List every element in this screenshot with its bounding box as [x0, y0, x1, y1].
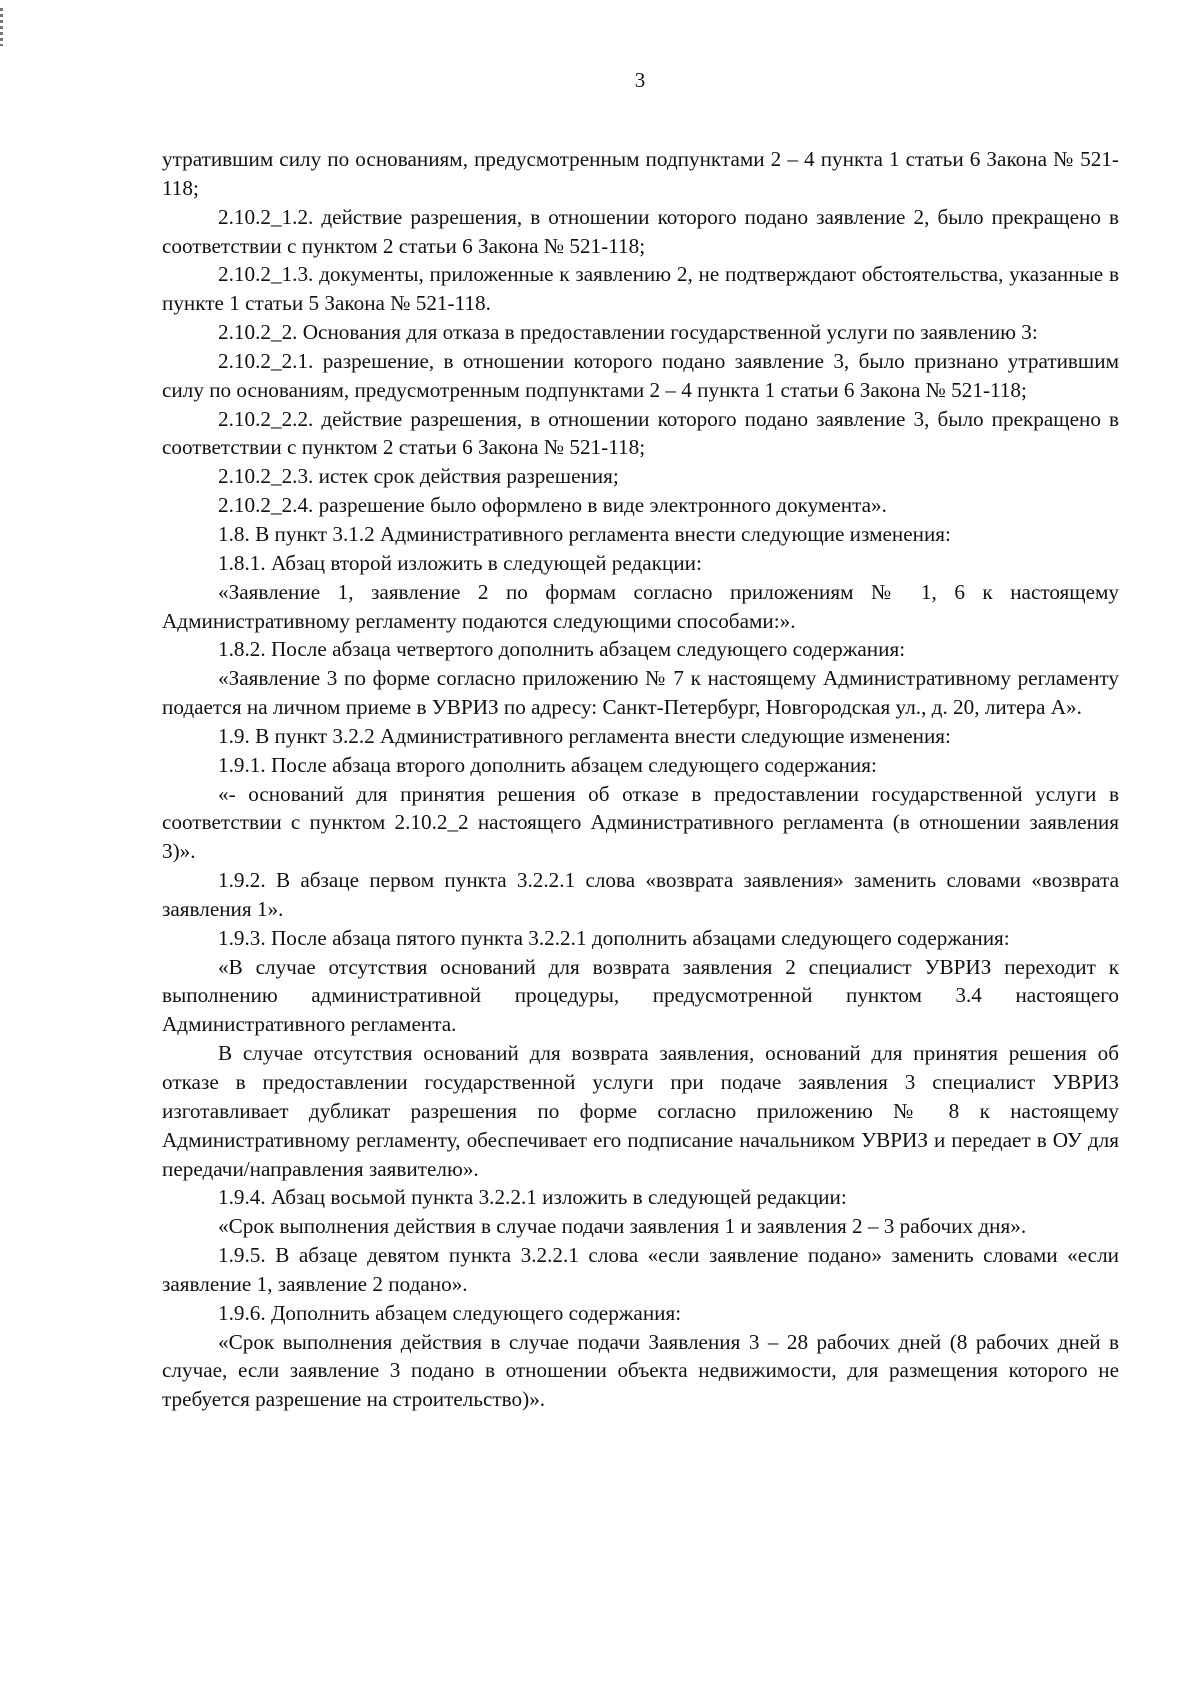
paragraph: 1.9.1. После абзаца второго дополнить абзацем следующего содержания: [218, 752, 877, 777]
paragraph: «Срок выполнения действия в случае подачи Заявления 3 – 28 рабочих дней (8 рабочих дней в случае, если заявление 3 подано в отношении объекта недвижимости, для размещения которого не требуется разрешение на строительство)». [162, 1329, 1119, 1412]
paragraph: 1.8.1. Абзац второй изложить в следующей редакции: [218, 550, 702, 575]
paragraph: 2.10.2_2.1. разрешение, в отношении которого подано заявление 3, было признано утратившим силу по основаниям, предусмотренным подпунктами 2 – 4 пункта 1 статьи 6 Закона № 521-118; [162, 348, 1119, 402]
document-body [162, 145, 1119, 1414]
paragraph: 1.9.4. Абзац восьмой пункта 3.2.2.1 изложить в следующей редакции: [218, 1185, 847, 1210]
paragraph: 2.10.2_2.2. действие разрешения, в отношении которого подано заявление 3, было прекращено в соответствии с пунктом 2 статьи 6 Закона № 521-118; [162, 406, 1119, 460]
paragraph: «В случае отсутствия оснований для возврата заявления 2 специалист УВРИЗ переходит к выполнению административной процедуры, предусмотренной пунктом 3.4 настоящего Административного регламента. [162, 954, 1119, 1037]
paragraph: 1.8.2. После абзаца четвертого дополнить абзацем следующего содержания: [218, 637, 906, 662]
paragraph: «Срок выполнения действия в случае подачи заявления 1 и заявления 2 – 3 рабочих дня». [218, 1214, 1027, 1239]
paragraph: 2.10.2_2.3. истек срок действия разрешения; [218, 464, 619, 489]
paragraph: 2.10.2_1.2. действие разрешения, в отношении которого подано заявление 2, было прекращено в соответствии с пунктом 2 статьи 6 Закона № 521-118; [162, 204, 1119, 258]
paragraph: «Заявление 3 по форме согласно приложению № 7 к настоящему Административному регламенту подается на личном приеме в УВРИЗ по адресу: Санкт-Петербург, Новгородская ул., д. 20, литера А». [162, 666, 1119, 720]
paragraph: 1.9. В пункт 3.2.2 Административного регламента внести следующие изменения: [218, 723, 951, 748]
paragraph: 1.9.5. В абзаце девятом пункта 3.2.2.1 слова «если заявление подано» заменить словами «если заявление 1, заявление 2 подано». [162, 1243, 1119, 1296]
paragraph: 1.9.3. После абзаца пятого пункта 3.2.2.1 дополнить абзацами следующего содержания: [218, 925, 1010, 950]
paragraph: 1.8. В пункт 3.1.2 Административного регламента внести следующие изменения: [218, 521, 951, 546]
paragraph: 1.9.6. Дополнить абзацем следующего содержания: [218, 1300, 682, 1325]
paragraph: 2.10.2_2.4. разрешение было оформлено в виде электронного документа». [218, 493, 887, 518]
paragraph: 1.9.2. В абзаце первом пункта 3.2.2.1 слова «возврата заявления» заменить словами «возврата заявления 1». [162, 868, 1119, 921]
paragraph: «Заявление 1, заявление 2 по формам согласно приложениям № 1, 6 к настоящему Административному регламенту подаются следующими способами:». [162, 579, 1119, 633]
page-number: 3 [634, 68, 646, 92]
paragraph: В случае отсутствия оснований для возврата заявления, оснований для принятия решения об отказе в предоставлении государственной услуги при подаче заявления 3 специалист УВРИЗ изготавливает дубликат разрешения по форме согласно приложению № 8 к настоящему Административному регламенту, обеспечивает его подписание начальником УВРИЗ и передает в ОУ для передачи/направления заявителю». [162, 1041, 1119, 1181]
paragraph: 2.10.2_1.3. документы, приложенные к заявлению 2, не подтверждают обстоятельства, указанные в пункте 1 статьи 5 Закона № 521-118. [162, 262, 1119, 316]
paragraph: утратившим силу по основаниям, предусмотренным подпунктами 2 – 4 пункта 1 статьи 6 Закона № 521-118; [162, 147, 1119, 200]
scan-edge-mark [0, 8, 3, 46]
paragraph: 2.10.2_2. Основания для отказа в предоставлении государственной услуги по заявлению 3: [218, 320, 1038, 345]
paragraph: «- оснований для принятия решения об отказе в предоставлении государственной услуги в соответствии с пунктом 2.10.2_2 настоящего Административного регламента (в отношении заявления 3)». [162, 781, 1119, 864]
